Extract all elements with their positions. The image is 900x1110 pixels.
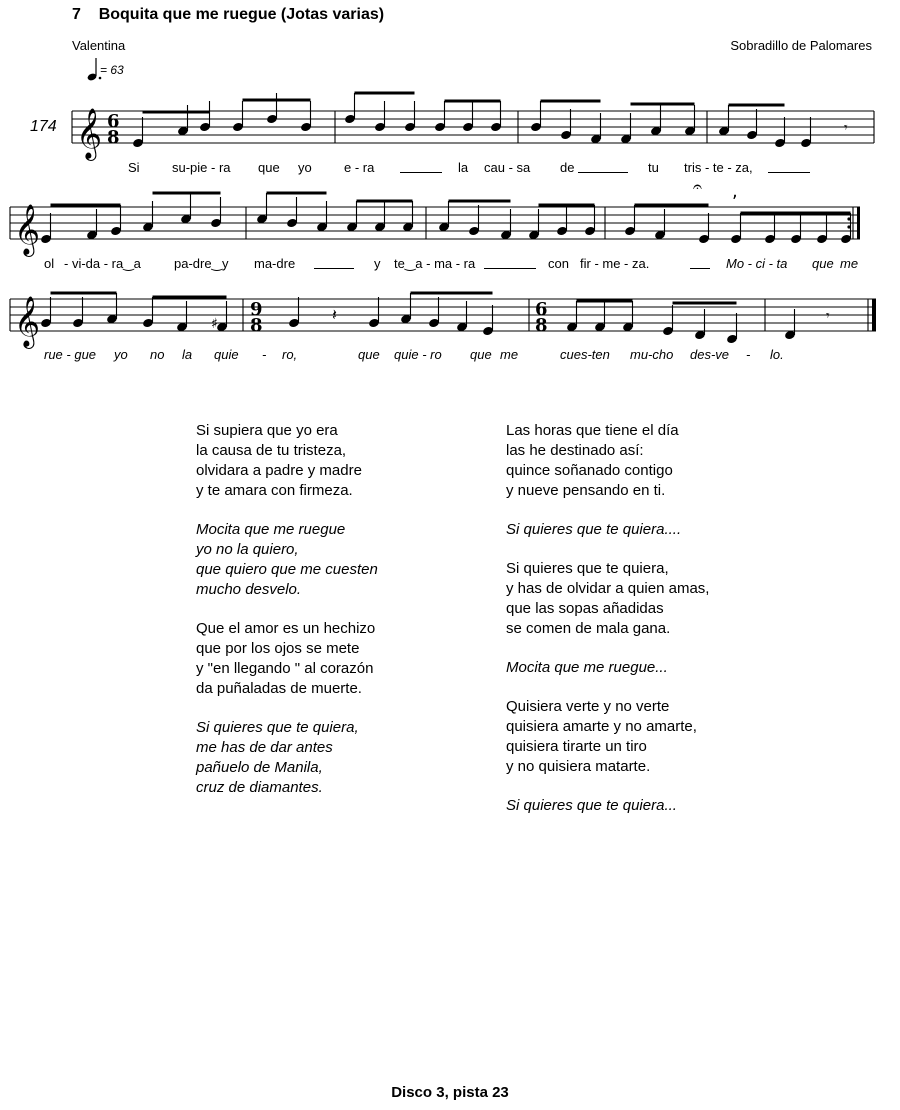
lyric-syllable: ma-dre xyxy=(254,256,296,271)
lyric-extender-line xyxy=(690,268,710,269)
lyric-syllable: Mo - ci - ta xyxy=(726,256,788,271)
lyric-syllable: mu-cho xyxy=(630,347,674,362)
lyric-extender-line xyxy=(578,172,628,173)
verse-stanza xyxy=(506,559,709,639)
verse-line: y "en llegando " al corazón xyxy=(196,660,374,677)
song-number: 7 xyxy=(72,6,81,23)
svg-text:8: 8 xyxy=(107,127,120,148)
verse-line: Si quieres que te quiera, xyxy=(196,719,359,736)
verse-stanza xyxy=(506,796,709,816)
song-title: Boquita que me ruegue (Jotas varias) xyxy=(98,6,385,23)
place-name: Sobradillo de Palomares xyxy=(730,38,872,53)
lyric-syllable: su-pie - ra xyxy=(172,160,231,175)
verse-line: quisiera amarte y no amarte, xyxy=(506,718,697,735)
verse-line: me has de dar antes xyxy=(196,739,333,756)
verse-line: y te amara con firmeza. xyxy=(196,482,353,499)
verse-line: Mocita que me ruegue... xyxy=(506,659,668,676)
time-signature-icon: 9 xyxy=(250,299,263,320)
verse-stanza xyxy=(196,520,378,600)
eighth-rest-icon: 𝄾 xyxy=(826,308,830,324)
verse-line: Si quieres que te quiera... xyxy=(506,797,677,814)
verse-line: Si quieres que te quiera.... xyxy=(506,521,682,538)
singer-name: Valentina xyxy=(72,38,126,53)
lyric-syllable: que xyxy=(358,347,380,362)
lyric-syllable: la xyxy=(458,160,469,175)
verse-line: y has de olvidar a quien amas, xyxy=(506,580,710,597)
music-score xyxy=(0,0,900,400)
verse-line: Que el amor es un hechizo xyxy=(196,620,376,637)
verse-line: las he destinado así: xyxy=(506,442,644,459)
lyric-syllable: y xyxy=(374,256,381,271)
lyric-syllable: ol xyxy=(44,256,55,271)
verse-line: se comen de mala gana. xyxy=(506,620,671,637)
lyric-syllable: de xyxy=(560,160,575,175)
verse-stanza xyxy=(196,421,378,501)
footer-track-info: Disco 3, pista 23 xyxy=(391,1084,509,1101)
tempo-note-icon xyxy=(87,58,102,82)
verse-stanza xyxy=(196,718,378,798)
treble-clef-icon: 𝄞 xyxy=(14,204,41,255)
lyric-syllable: cues-ten xyxy=(560,347,610,362)
lyric-syllable: yo xyxy=(298,160,312,175)
lyric-syllable: lo. xyxy=(770,347,784,362)
lyric-syllable: e - ra xyxy=(344,160,375,175)
verse-line: que las sopas añadidas xyxy=(506,600,664,617)
time-signature-icon: 6 xyxy=(107,111,120,132)
verses-right-column xyxy=(506,421,709,835)
verse-line: que por los ojos se mete xyxy=(196,640,360,657)
verse-line: olvidara a padre y madre xyxy=(196,462,362,479)
verse-stanza xyxy=(506,658,709,678)
lyric-syllable: me xyxy=(500,347,519,362)
verse-line: pañuelo de Manila, xyxy=(196,759,323,776)
lyric-syllable: me xyxy=(840,256,859,271)
verse-stanza xyxy=(506,697,709,777)
fermata-icon: 𝄐 xyxy=(693,177,702,196)
time-signature-icon: 6 xyxy=(535,299,548,320)
lyric-syllable: pa-dre‿y xyxy=(174,256,229,271)
verse-line: y nueve pensando en ti. xyxy=(506,482,666,499)
verse-line: Si quieres que te quiera, xyxy=(506,560,669,577)
verse-line: Las horas que tiene el día xyxy=(506,422,679,439)
verse-line: Mocita que me ruegue xyxy=(196,521,346,538)
verse-line: que quiero que me cuesten xyxy=(196,561,378,578)
lyric-syllable: que xyxy=(258,160,280,175)
lyric-syllable: quie - ro xyxy=(394,347,442,362)
lyric-extender-line xyxy=(484,268,536,269)
sharp-icon: ♯ xyxy=(211,316,218,332)
lyric-syllable: - vi-da - ra‿a xyxy=(64,256,141,271)
lyric-syllable: fir - me - za. xyxy=(580,256,650,271)
lyric-syllable: Si xyxy=(128,160,140,175)
lyric-extender-line xyxy=(400,172,442,173)
verse-stanza xyxy=(506,520,709,540)
treble-clef-icon: 𝄞 xyxy=(76,108,103,159)
lyric-syllable: cau - sa xyxy=(484,160,531,175)
lyric-syllable: - xyxy=(262,347,267,362)
quarter-rest-icon: 𝄽 xyxy=(332,305,337,324)
lyric-extender-line xyxy=(314,268,354,269)
score-number: 174 xyxy=(30,118,57,135)
verse-line: Quisiera verte y no verte xyxy=(506,698,670,715)
verse-line: y no quisiera matarte. xyxy=(506,758,651,775)
tempo-mark: = 63 xyxy=(100,63,124,77)
svg-text:8: 8 xyxy=(250,315,263,336)
breath-mark-icon: , xyxy=(732,181,738,202)
lyric-syllable: tu xyxy=(648,160,659,175)
verses-left-column xyxy=(196,421,378,817)
lyric-syllable: tris - te - za, xyxy=(684,160,753,175)
lyric-syllable: que xyxy=(812,256,834,271)
svg-text:8: 8 xyxy=(535,315,548,336)
verse-line: quisiera tirarte un tiro xyxy=(506,738,647,755)
lyric-syllable: con xyxy=(548,256,569,271)
verse-line: la causa de tu tristeza, xyxy=(196,442,347,459)
lyric-extender-line xyxy=(768,172,810,173)
verse-line: mucho desvelo. xyxy=(196,581,302,598)
lyric-syllable: te‿a - ma - ra xyxy=(394,256,476,271)
verse-stanza xyxy=(506,421,709,501)
lyric-syllable: rue - gue xyxy=(44,347,97,362)
lyric-syllable: des-ve xyxy=(690,347,730,362)
verse-line: quince soñanado contigo xyxy=(506,462,673,479)
treble-clef-icon: 𝄞 xyxy=(14,296,41,347)
lyric-syllable: la xyxy=(182,347,193,362)
verse-stanza xyxy=(196,619,378,699)
eighth-rest-icon: 𝄾 xyxy=(844,120,848,136)
lyric-syllable: quie xyxy=(214,347,239,362)
verse-line: cruz de diamantes. xyxy=(196,779,323,796)
verse-line: yo no la quiero, xyxy=(196,541,299,558)
lyric-syllable: no xyxy=(150,347,165,362)
lyric-syllable: ro, xyxy=(282,347,298,362)
verse-line: Si supiera que yo era xyxy=(196,422,338,439)
lyric-syllable: yo xyxy=(114,347,128,362)
verse-line: da puñaladas de muerte. xyxy=(196,680,362,697)
lyric-syllable: - xyxy=(746,347,751,362)
lyric-syllable: que xyxy=(470,347,492,362)
